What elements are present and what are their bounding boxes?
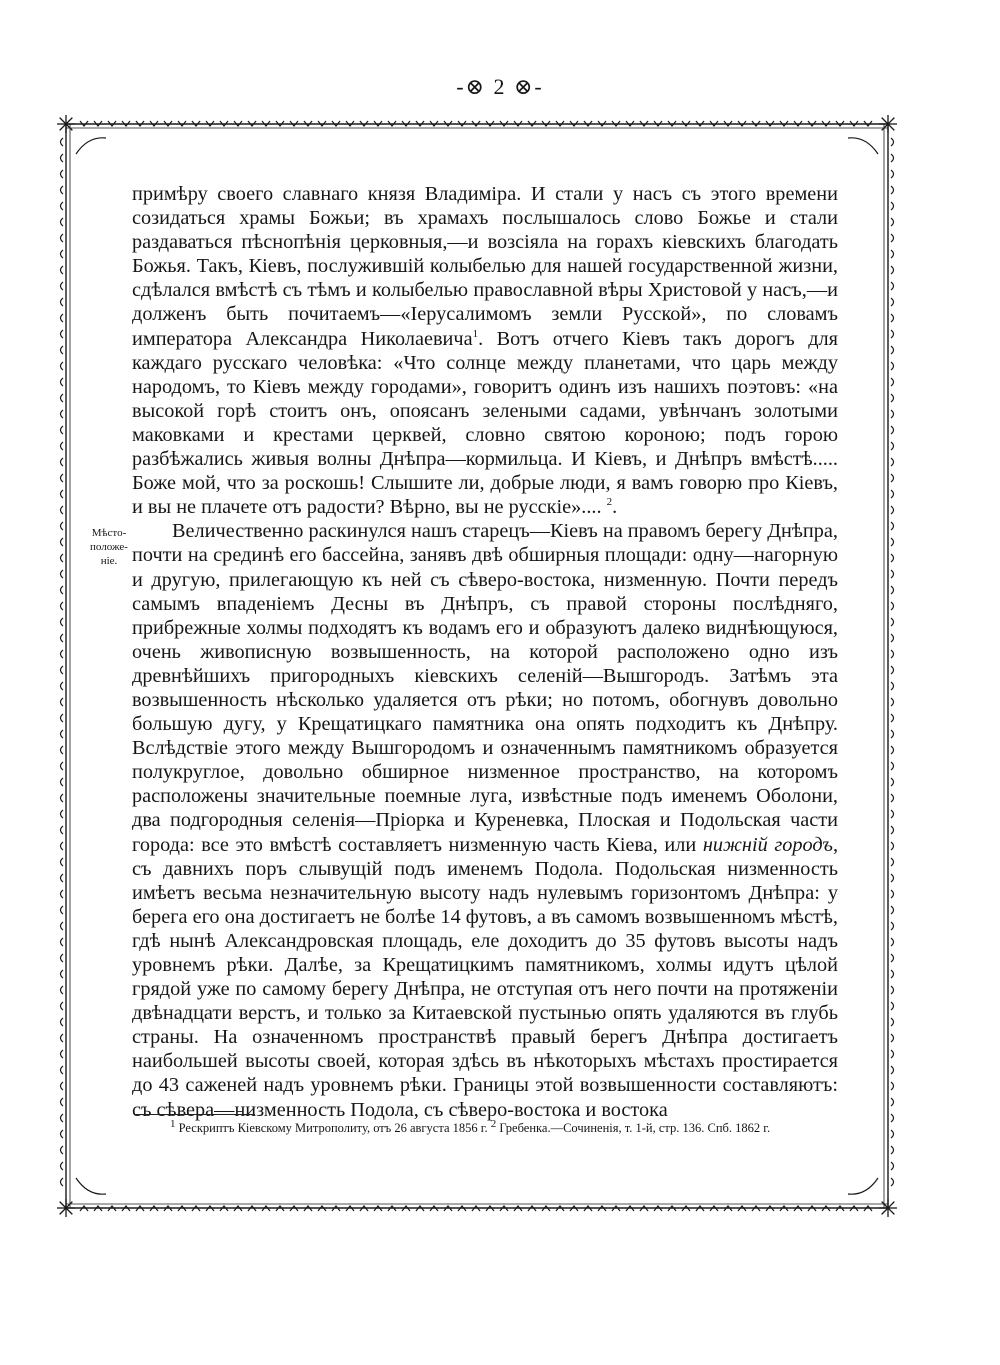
footnote-2: Гребенка.—Сочиненія, т. 1-й, стр. 136. Спб. 1862 г. bbox=[496, 1121, 771, 1135]
footnote-1: Рескриптъ Кіевскому Митрополиту, отъ 26 августа 1856 г. bbox=[175, 1121, 491, 1135]
margin-note: Мѣсто-положе-ніе. bbox=[90, 527, 128, 567]
footnotes bbox=[130, 1117, 832, 1137]
para2-italic: нижній городъ bbox=[702, 833, 833, 856]
para1-text-a: примѣру своего славнаго князя Владиміра. И стали у насъ съ этого времени созидаться храмы Божьи; въ храмахъ послышалось слово Божье и стали раздаваться пѣснопѣнія церковныя,—и возсіяла на горахъ кіевскихъ благодать Божья. Такъ, Кіевъ, послужившій колыбелью для нашей государственной жизни, сдѣлался вмѣстѣ съ тѣмъ и колыбелью православной вѣры Христовой у насъ,—и долженъ быть почитаемъ—«Іерусалимомъ земли Русской», по словамъ императора Александра Николаевича bbox=[132, 183, 838, 350]
para2-text-a: Величественно раскинулся нашъ старецъ—Кіевъ на правомъ берегу Днѣпра, почти на срединѣ его бассейна, занявъ двѣ обширныя площади: одну—нагорную и другую, прилегающую къ ней съ сѣверо-востока, низменную. Почти передъ самымъ впаденіемъ Десны въ Днѣпръ, съ правой стороны послѣдняго, прибрежные холмы подходятъ къ водамъ его и образуютъ далеко виднѣющуюся, очень живописную возвышенность, на которой расположено одно изъ древнѣйшихъ пригородныхъ кіевскихъ селеній—Вышгородъ. Затѣмъ эта возвышенность нѣсколько удаляется отъ рѣки; но потомъ, обогнувъ довольно большую дугу, у Крещатицкаго памятника она опять подходитъ къ Днѣпру. Вслѣдствіе этого между Вышгородомъ и означеннымъ памятникомъ образуется полукруглое, довольно обширное низменное пространство, на которомъ расположены значительные поемные луга, извѣстные подъ именемъ Оболони, два подгородныя селенія—Пріорка и Куреневка, Плоская и Подольская части города: все это вмѣстѣ составляетъ низменную часть Кіева, или bbox=[132, 520, 838, 856]
footnote-text bbox=[130, 1117, 832, 1137]
footnote-ref-1: 1 bbox=[472, 327, 479, 340]
footnote-ref-2: 2 bbox=[606, 496, 613, 509]
para1-text-c: . bbox=[612, 496, 618, 519]
para2-text-b: , съ давнихъ поръ слывущій подъ именемъ Подола. Подольская низменность имѣетъ весьма незначительную высоту надъ нулевымъ горизонтомъ Днѣпра: у берега его она достигаетъ не болѣе 14 футовъ, а въ самомъ возвышенномъ мѣстѣ, гдѣ нынѣ Александровская площадь, еле доходитъ до 35 футовъ высоты надъ уровнемъ рѣки. Далѣе, за Крещатицкимъ памятникомъ, холмы идутъ цѣлой грядой уже по самому берегу Днѣпра, не отступая отъ него почти на протяженіи двѣнадцати верстъ, и только за Китаевской пустынью опять удаляются въ глубь страны. На означенномъ пространствѣ правый берегъ Днѣпра достигаетъ наибольшей высоты своей, которая здѣсь въ нѣкоторыхъ мѣстахъ простирается до 43 саженей надъ уровнемъ рѣки. Границы этой возвышенности составляютъ: съ сѣвера—низменность Подола, съ сѣверо-востока и востока bbox=[132, 833, 839, 1121]
paragraph-2 bbox=[132, 519, 838, 1121]
footnote-divider bbox=[135, 1114, 255, 1115]
footnote-mark-1: 1 bbox=[170, 1117, 176, 1130]
main-text bbox=[132, 182, 838, 1122]
footnote-mark-2: 2 bbox=[490, 1117, 497, 1130]
paragraph-1 bbox=[132, 182, 838, 519]
para1-text-b: . Вотъ отчего Кіевъ такъ дорогъ для каждаго русскаго человѣка: «Что солнце между планетами, что царь между народомъ, то Кіевъ между городами», говоритъ одинъ изъ нашихъ поэтовъ: «на высокой горѣ стоитъ онъ, опоясанъ зелеными садами, увѣнчанъ золотыми маковками и крестами церквей, словно святою короною; подъ горою разбѣжались живыя волны Днѣпра—кормильца. И Кіевъ, и Днѣпръ вмѣстѣ..... Боже мой, что за роскошь! Слышите ли, добрые люди, я вамъ говорю про Кіевъ, и вы не плачете отъ радости? Вѣрно, вы не русскіе».... bbox=[132, 327, 838, 519]
page-number: -⊗ 2 ⊗- bbox=[456, 74, 544, 99]
